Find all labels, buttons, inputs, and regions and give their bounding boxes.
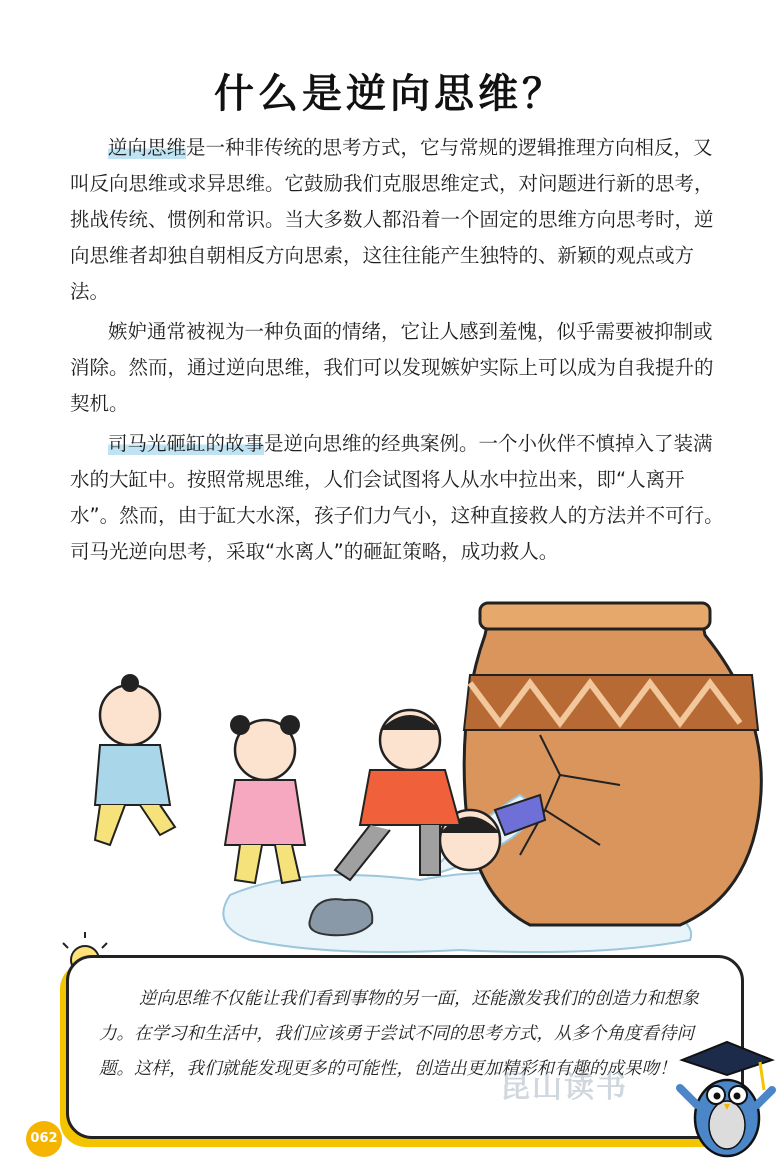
- child-running: [95, 674, 175, 845]
- highlight-term: 逆向思维: [108, 136, 187, 159]
- highlight-story: 司马光砸缸的故事: [108, 432, 265, 455]
- water-jar: [464, 603, 761, 925]
- sima-guang-illustration: [0, 595, 780, 955]
- child-pink: [225, 715, 305, 883]
- page-number-badge: 062: [26, 1121, 62, 1157]
- child-sima-guang: [335, 710, 460, 880]
- paragraph-story: [70, 426, 730, 570]
- paragraph-text: 是逆向思维的经典案例。一个小伙伴不慎掉入了装满水的大缸中。按照常规思维，人们会试图将人从水中拉出来，即“人离开水”。然而，由于缸大水深，孩子们力气小，这种直接救人的方法并不可行。司马光逆向思考，采取“水离人”的砸缸策略，成功救人。: [70, 432, 724, 563]
- page-title: 什么是逆向思维？: [214, 71, 566, 117]
- tip-box: [66, 955, 744, 1139]
- tip-text: 逆向思维不仅能让我们看到事物的另一面，还能激发我们的创造力和想象力。在学习和生活中，我们应该勇于尝试不同的思考方式，从多个角度看待问题。这样，我们就能发现更多的可能性，创造出更加精彩和有趣的成果吻！: [99, 989, 699, 1079]
- paragraph-jealousy: 嫉妒通常被视为一种负面的情绪，它让人感到羞愧，似乎需要被抑制或消除。然而，通过逆向思维，我们可以发现嫉妒实际上可以成为自我提升的契机。: [70, 320, 714, 415]
- paragraph-definition: [70, 130, 730, 310]
- owl-mascot-icon: [672, 1030, 777, 1160]
- paragraph-text: 是一种非传统的思考方式，它与常规的逻辑推理方向相反，又叫反向思维或求异思维。它鼓励我们克服思维定式，对问题进行新的思考，挑战传统、惯例和常识。当大多数人都沿着一个固定的思维方向思考时，逆向思维者却独自朝相反方向思索，这往往能产生独特的、新颖的观点或方法。: [70, 136, 714, 303]
- rock: [309, 899, 372, 935]
- watermark: 昆山读书: [500, 1070, 628, 1105]
